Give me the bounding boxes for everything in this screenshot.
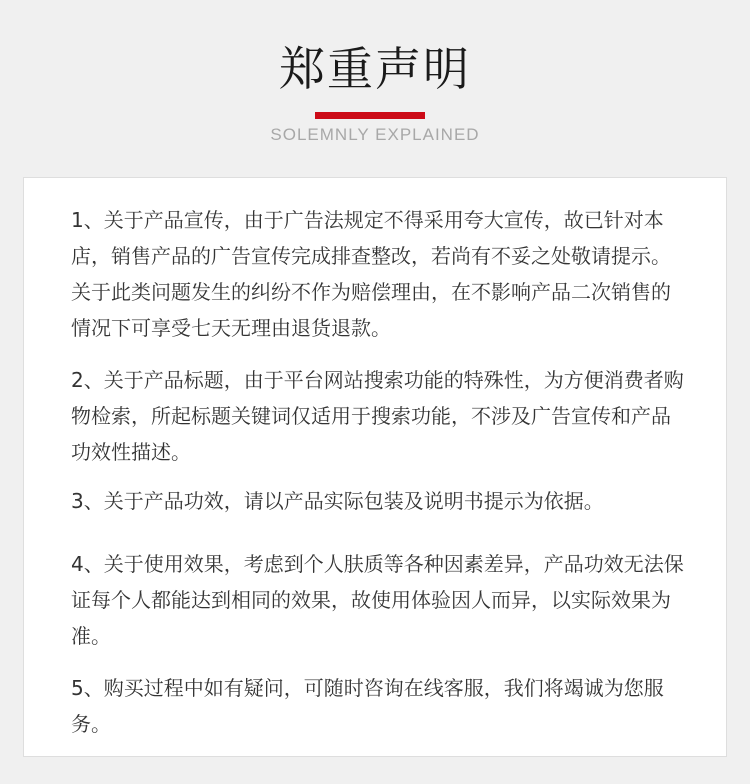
statement-paragraph-1: 1、关于产品宣传，由于广告法规定不得采用夸大宣传，故已针对本店，销售产品的广告宣传完成排查整改，若尚有不妥之处敬请提示。关于此类问题发生的纠纷不作为赔偿理由，在不影响产品二次销售的情况下可享受七天无理由退货退款。 [71, 208, 671, 340]
title-underline-bar [315, 112, 425, 119]
statement-paragraph-2: 2、关于产品标题，由于平台网站搜索功能的特殊性，为方便消费者购物检索，所起标题关键词仅适用于搜索功能，不涉及广告宣传和产品功效性描述。 [71, 368, 684, 464]
statement-paragraph-5: 5、购买过程中如有疑问，可随时咨询在线客服，我们将竭诚为您服务。 [71, 676, 664, 736]
statement-paragraph-3: 3、关于产品功效，请以产品实际包装及说明书提示为依据。 [71, 489, 604, 513]
header [0, 0, 750, 176]
statement-paragraph-4: 4、关于使用效果，考虑到个人肤质等各种因素差异，产品功效无法保证每个人都能达到相同的效果，故使用体验因人而异，以实际效果为准。 [71, 552, 684, 648]
page-subtitle: SOLEMNLY EXPLAINED [270, 125, 480, 144]
statement-card [23, 177, 727, 757]
page-title: 郑重声明 [279, 42, 471, 96]
